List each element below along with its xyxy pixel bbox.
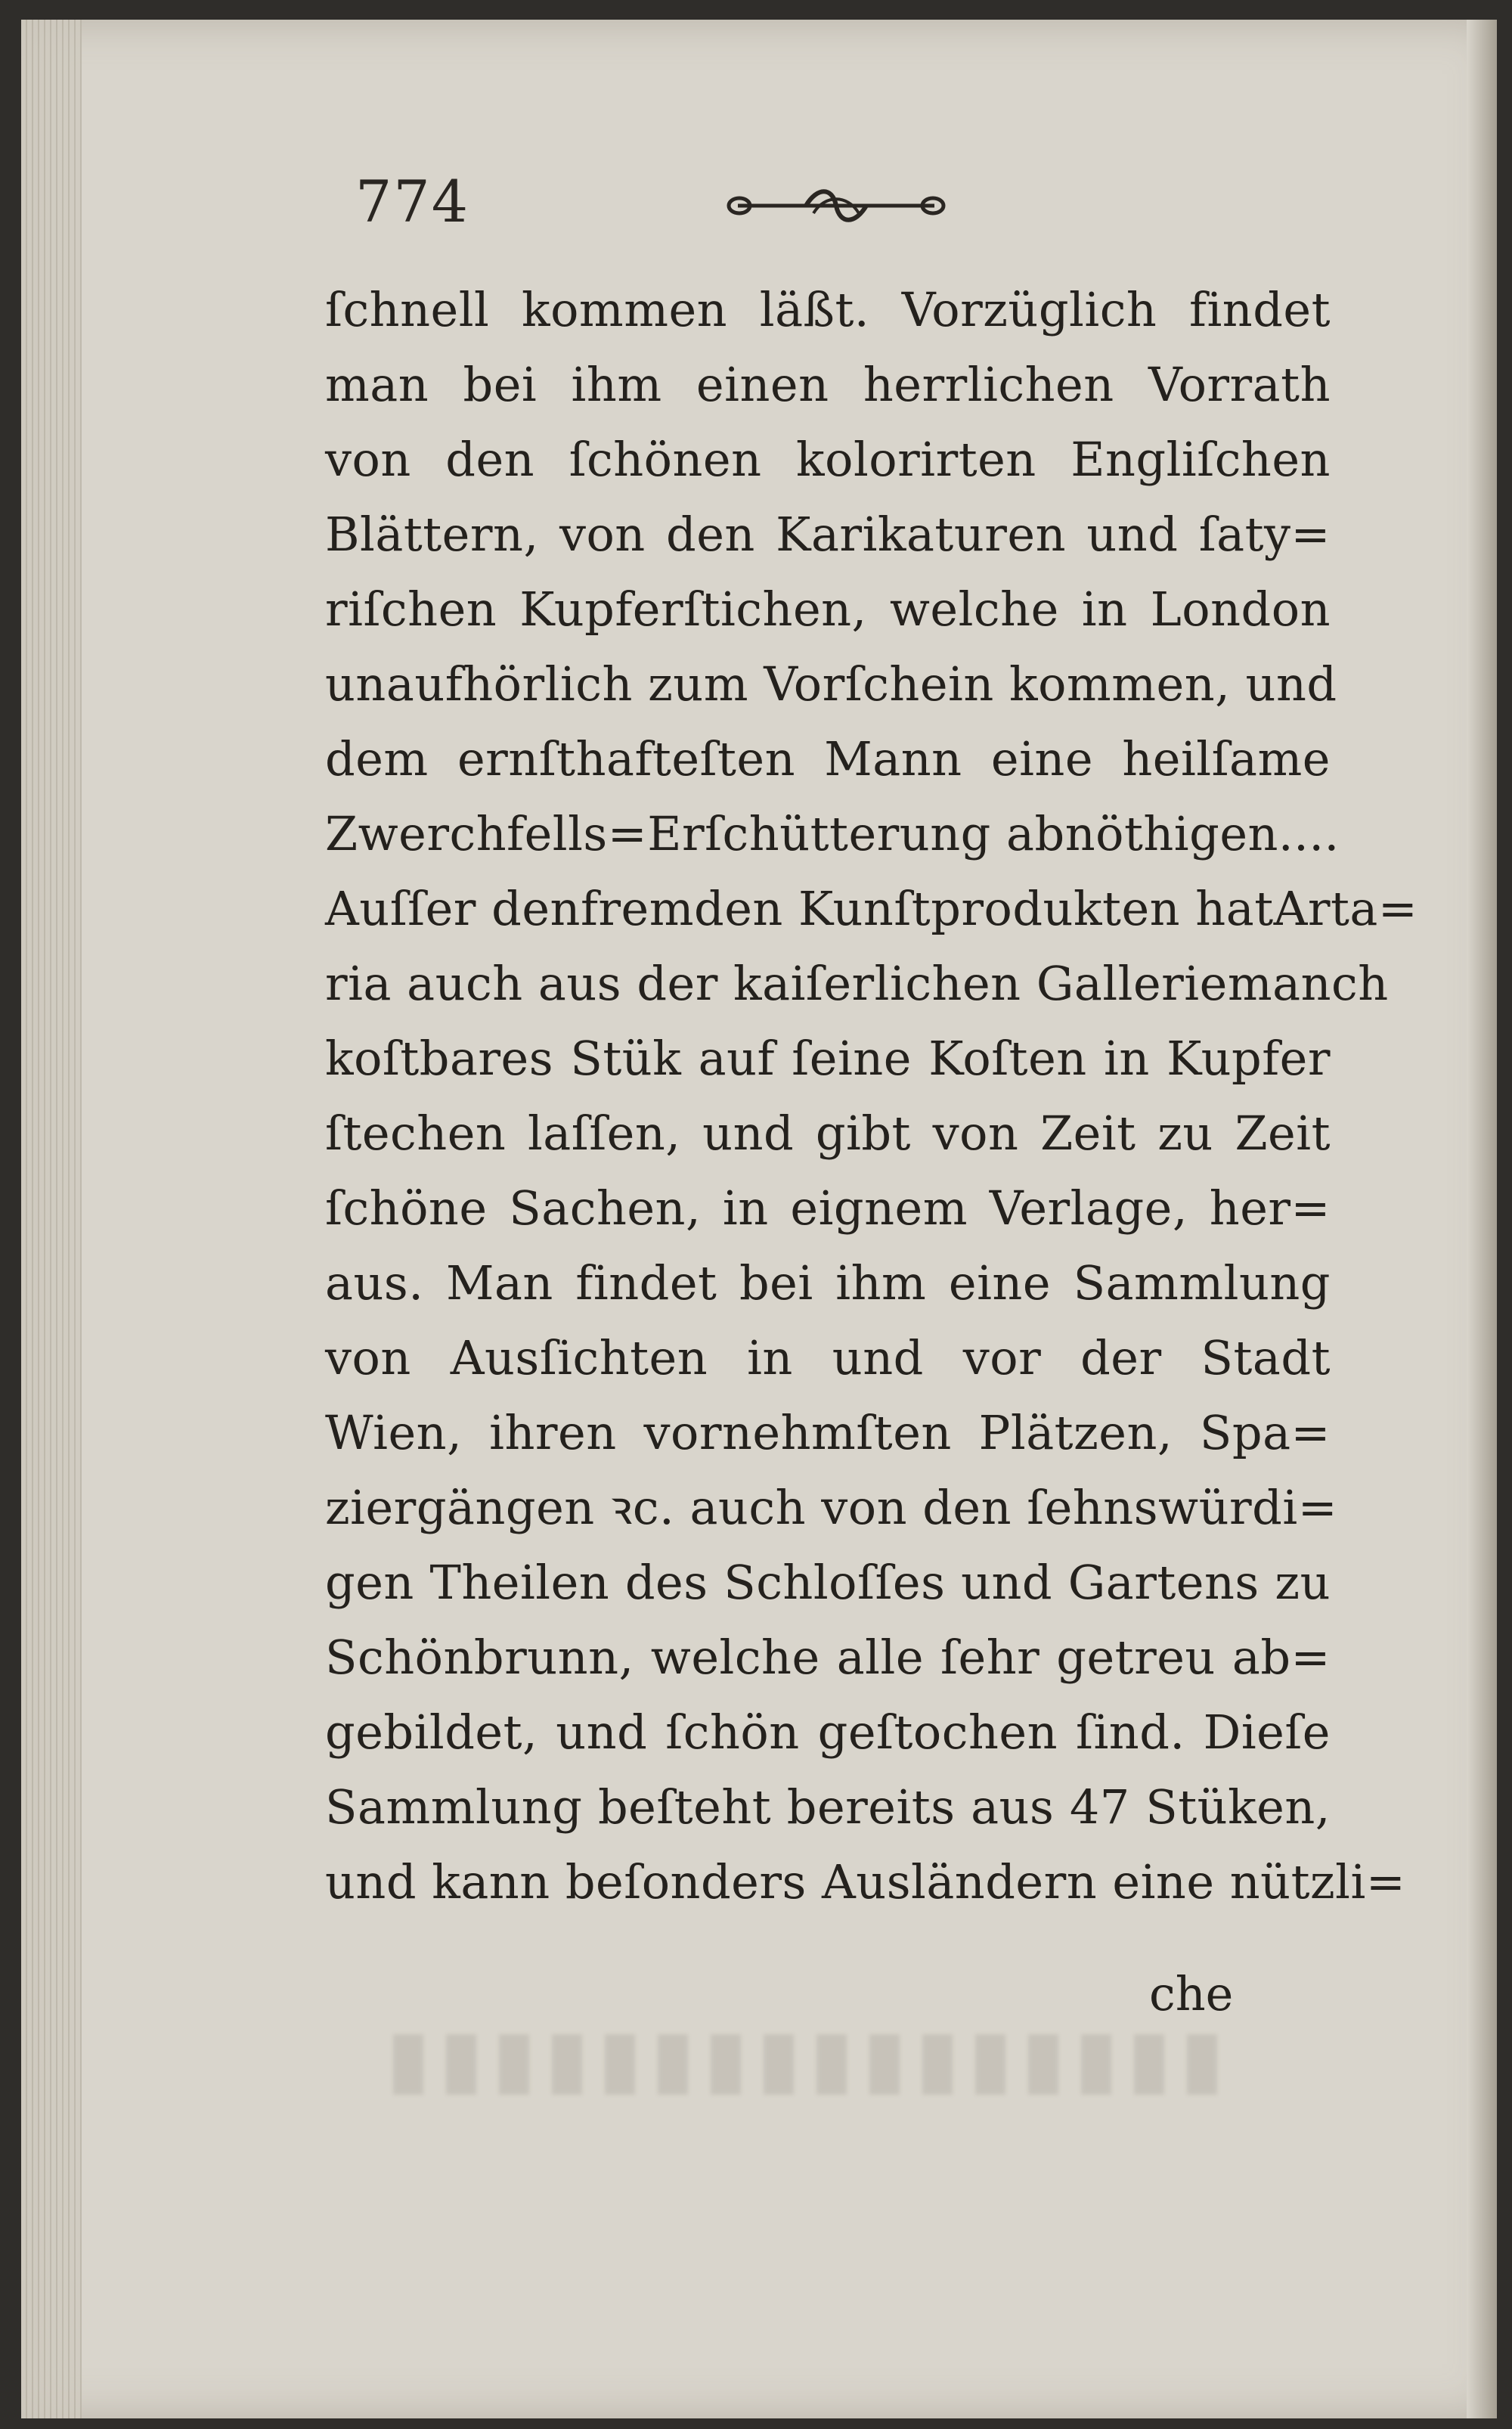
text-line: riſchen Kupferſtichen, welche in London (325, 582, 1331, 637)
text-line: von den ſchönen kolorirten Engliſchen (325, 432, 1331, 487)
catchword: che (1149, 1966, 1234, 2021)
page-right-edge (1467, 20, 1497, 2418)
text-line: Sammlung beſteht bereits aus 47 Stüken, (325, 1779, 1331, 1835)
text-line: Schönbrunn, welche alle ſehr getreu ab= (325, 1630, 1331, 1685)
text-line: ziergängen ꝛc. auch von den ſehnswürdi= (325, 1480, 1338, 1535)
text-line: Blättern, von den Karikaturen und ſaty= (325, 507, 1331, 562)
text-line: Auſſer denfremden Kunſtprodukten hatArta= (325, 881, 1418, 936)
text-line: Zwerchfells=Erſchütterung abnöthigen.... (325, 806, 1340, 861)
show-through-bleed (393, 2034, 1225, 2095)
header-ornament-icon (723, 183, 950, 228)
text-line: von Ausſichten in und vor der Stadt (325, 1330, 1331, 1385)
text-line: ſchnell kommen läßt. Vorzüglich findet (325, 282, 1331, 337)
text-line: gebildet, und ſchön geſtochen ſind. Dieſe (325, 1705, 1331, 1760)
text-line: man bei ihm einen herrlichen Vorrath (325, 357, 1331, 412)
page-number: 774 (355, 168, 470, 235)
text-line: ſtechen laſſen, und gibt von Zeit zu Zeit (325, 1106, 1331, 1161)
text-line: dem ernſthafteſten Mann eine heilſame (325, 731, 1331, 786)
text-line: unaufhörlich zum Vorſchein kommen, und (325, 656, 1337, 712)
text-line: aus. Man findet bei ihm eine Sammlung (325, 1255, 1331, 1311)
page-edge-stack (21, 20, 82, 2418)
text-line: koſtbares Stük auf ſeine Koſten in Kupfer (325, 1031, 1331, 1086)
page-header (355, 168, 1338, 251)
text-line: gen Theilen des Schloſſes und Gartens zu (325, 1555, 1331, 1610)
text-line: ſchöne Sachen, in eignem Verlage, her= (325, 1180, 1331, 1236)
text-line: Wien, ihren vornehmſten Plätzen, Spa= (325, 1405, 1331, 1460)
body-text (325, 272, 1418, 1919)
text-line: und kann beſonders Ausländern eine nützli= (325, 1854, 1406, 1909)
text-line: ria auch aus der kaiſerlichen Galleriemanch (325, 956, 1389, 1011)
